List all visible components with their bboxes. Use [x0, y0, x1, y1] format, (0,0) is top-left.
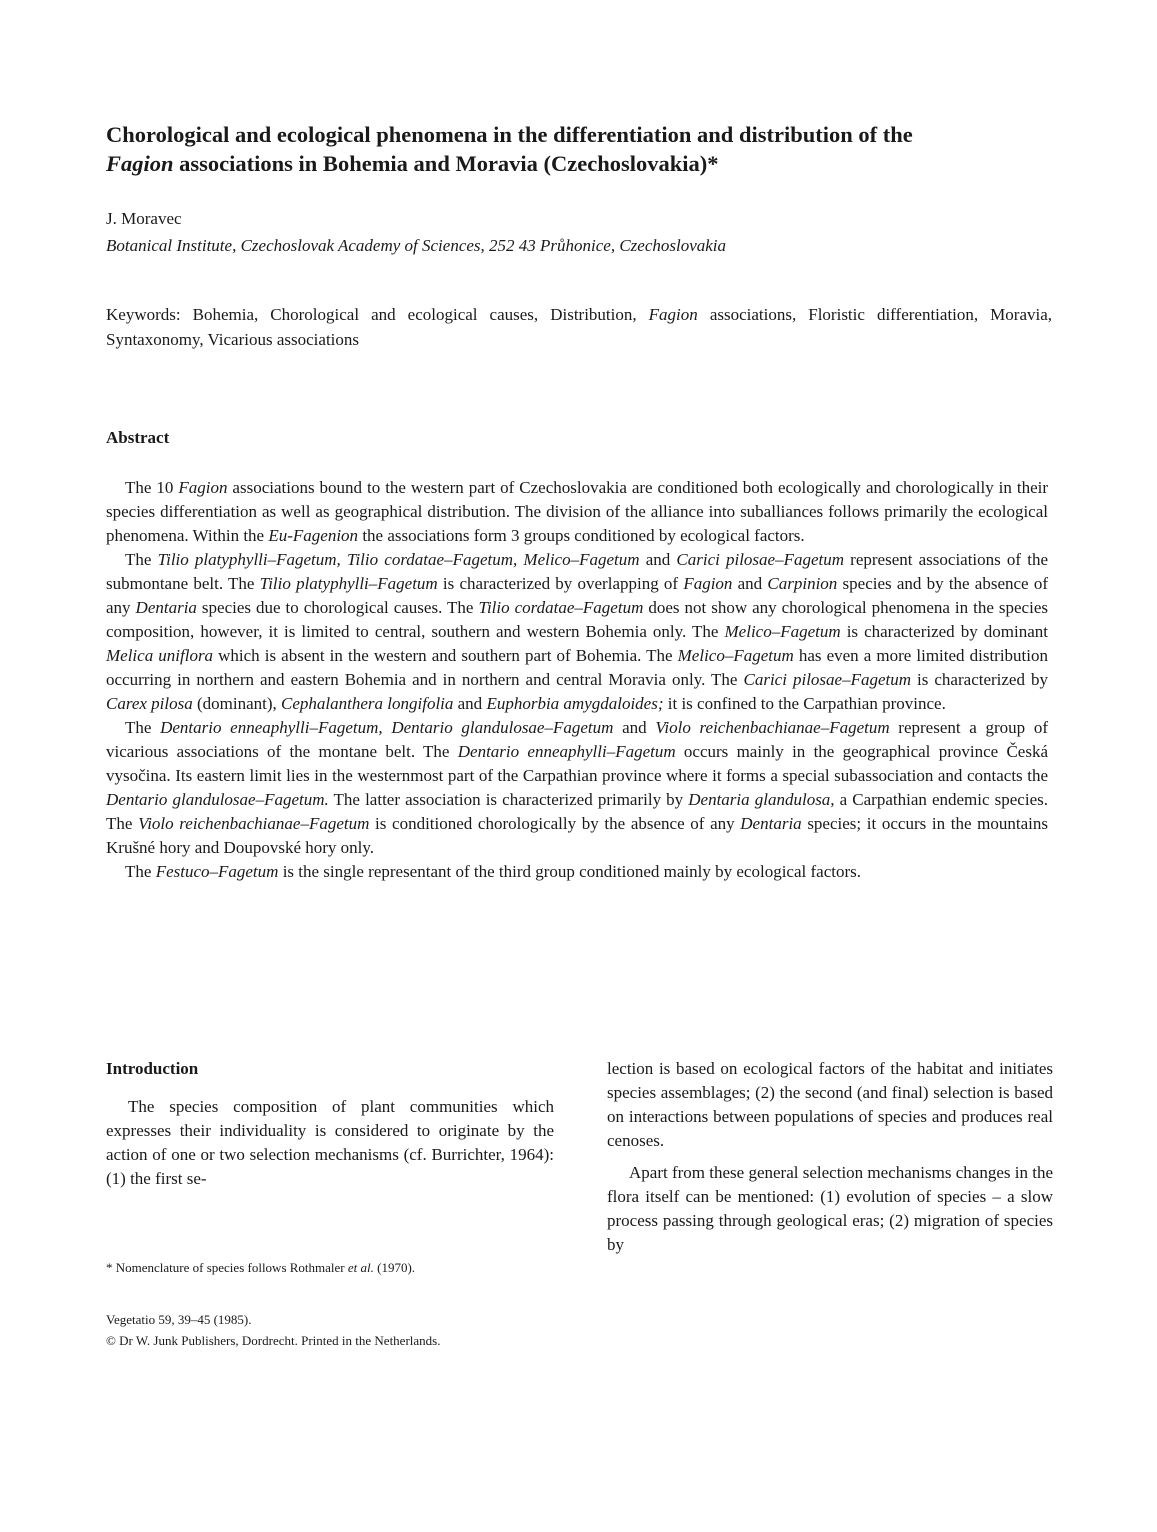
italic-term: Cephalanthera longifolia: [281, 694, 454, 713]
italic-term: Carici pilosae–Fagetum: [676, 550, 845, 569]
italic-term: Dentario glandulosae–Fagetum.: [106, 790, 329, 809]
italic-term: Violo reichenbachianae–Fagetum: [655, 718, 890, 737]
italic-term: Violo reichenbachianae–Fagetum: [138, 814, 370, 833]
abstract-paragraph-2: The Tilio platyphylli–Fagetum, Tilio cordatae–Fagetum, Melico–Fagetum and Carici pilosae–Fagetum represent associations of the submontane belt. The Tilio platyphylli–Fagetum is characterized by overlapping of Fagion and Carpinion species and by the absence of any Dentaria species due to chorological causes. The Tilio cordatae–Fagetum does not show any chorological phenomena in the species composition, however, it is limited to central, southern and western Bohemia only. The Melico–Fagetum is characterized by dominant Melica uniflora which is absent in the western and southern part of Bohemia. The Melico–Fagetum has even a more limited distribution occurring in northern and eastern Bohemia and in northern and central Moravia only. The Carici pilosae–Fagetum is characterized by Carex pilosa (dominant), Cephalanthera longifolia and Euphorbia amygdaloides; it is confined to the Carpathian province.: [106, 550, 1049, 713]
italic-term: Fagion: [683, 574, 733, 593]
italic-term: Euphorbia amygdaloides;: [486, 694, 664, 713]
right-column: [607, 1057, 1053, 1257]
italic-term: Melica uniflora: [106, 646, 214, 665]
footnote-italic: et al.: [347, 1260, 374, 1275]
abstract-paragraph-4: The Festuco–Fagetum is the single representant of the third group conditioned mainly by ecological factors.: [125, 862, 861, 881]
author-name: J. Moravec: [106, 209, 182, 228]
copyright-notice: © Dr W. Junk Publishers, Dordrecht. Printed in the Netherlands.: [106, 1333, 441, 1348]
abstract-paragraph-1: The 10 Fagion associations bound to the western part of Czechoslovakia are conditioned both ecologically and chorologically in their species differentiation as well as geographical distribution. The division of the alliance into suballiances follows primarily the ecological phenomena. Within the Eu-Fagenion the associations form 3 groups conditioned by ecological factors.: [106, 478, 1048, 545]
left-column: [106, 1057, 554, 1191]
introduction-heading: Introduction: [106, 1059, 199, 1078]
journal-citation: Vegetatio 59, 39–45 (1985).: [106, 1312, 252, 1327]
title-line-1: Chorological and ecological phenomena in the differentiation and distribution of the: [106, 122, 913, 147]
introduction-paragraph-2: Apart from these general selection mechanisms changes in the flora itself can be mentioned: (1) evolution of species – a slow process passing through geological eras; (2) migration of species by: [607, 1163, 1053, 1254]
introduction-paragraph-1: The species composition of plant communities which expresses their individuality is considered to originate by the action of one or two selection mechanisms (cf. Burrichter, 1964): (1) the first se-: [106, 1097, 554, 1188]
italic-term: Tilio platyphylli–Fagetum, Tilio cordatae–Fagetum, Melico–Fagetum: [157, 550, 640, 569]
title-line-2: associations in Bohemia and Moravia (Czechoslovakia)*: [173, 151, 719, 176]
keywords-after: associations, Floristic differentiation, Moravia, Syntaxonomy, Vicarious associations: [106, 305, 1053, 349]
paper-title: [106, 120, 1056, 178]
title-fagion: Fagion: [106, 151, 174, 176]
italic-term: Dentaria: [740, 814, 802, 833]
italic-term: Fagion: [178, 478, 228, 497]
italic-term: Dentario enneaphylli–Fagetum: [457, 742, 676, 761]
keywords-italic: Fagion: [648, 305, 698, 324]
author-affiliation: Botanical Institute, Czechoslovak Academy of Sciences, 252 43 Průhonice, Czechoslovakia: [106, 236, 727, 255]
italic-term: Carpinion: [767, 574, 838, 593]
italic-term: Tilio platyphylli–Fagetum: [259, 574, 438, 593]
italic-term: Eu-Fagenion: [268, 526, 359, 545]
abstract-heading: Abstract: [106, 428, 170, 447]
abstract-paragraph-3: The Dentario enneaphylli–Fagetum, Dentario glandulosae–Fagetum and Violo reichenbachianae–Fagetum represent a group of vicarious associations of the montane belt. The Dentario enneaphylli–Fagetum occurs mainly in the geographical province Česká vysočina. Its eastern limit lies in the westernmost part of the Carpathian province where it forms a special subassociation and contacts the Dentario glandulosae–Fagetum. The latter association is characterized primarily by Dentaria glandulosa, a Carpathian endemic species. The Violo reichenbachianae–Fagetum is conditioned chorologically by the absence of any Dentaria species; it occurs in the mountains Krušné hory and Doupovské hory only.: [106, 718, 1048, 857]
footnote-after: (1970).: [373, 1260, 416, 1275]
abstract-body: [106, 476, 1048, 884]
footnote: [106, 1259, 556, 1277]
italic-term: Carici pilosae–Fagetum: [743, 670, 912, 689]
keywords: [106, 302, 1052, 352]
italic-term: Carex pilosa: [106, 694, 193, 713]
italic-term: Tilio cordatae–Fagetum: [478, 598, 644, 617]
italic-term: Festuco–Fagetum: [155, 862, 279, 881]
italic-term: Melico–Fagetum: [677, 646, 794, 665]
italic-term: Dentario enneaphylli–Fagetum, Dentario glandulosae–Fagetum: [160, 718, 614, 737]
italic-term: Dentaria glandulosa,: [688, 790, 835, 809]
keywords-before: Keywords: Bohemia, Chorological and ecological causes, Distribution,: [106, 305, 649, 324]
italic-term: Melico–Fagetum: [724, 622, 841, 641]
italic-term: Dentaria: [135, 598, 197, 617]
introduction-paragraph-1-continued: lection is based on ecological factors of the habitat and initiates species assemblages; (2) the second (and final) selection is based on interactions between populations of species and produces real cenoses.: [607, 1059, 1053, 1150]
footnote-before: * Nomenclature of species follows Rothmaler: [106, 1260, 348, 1275]
